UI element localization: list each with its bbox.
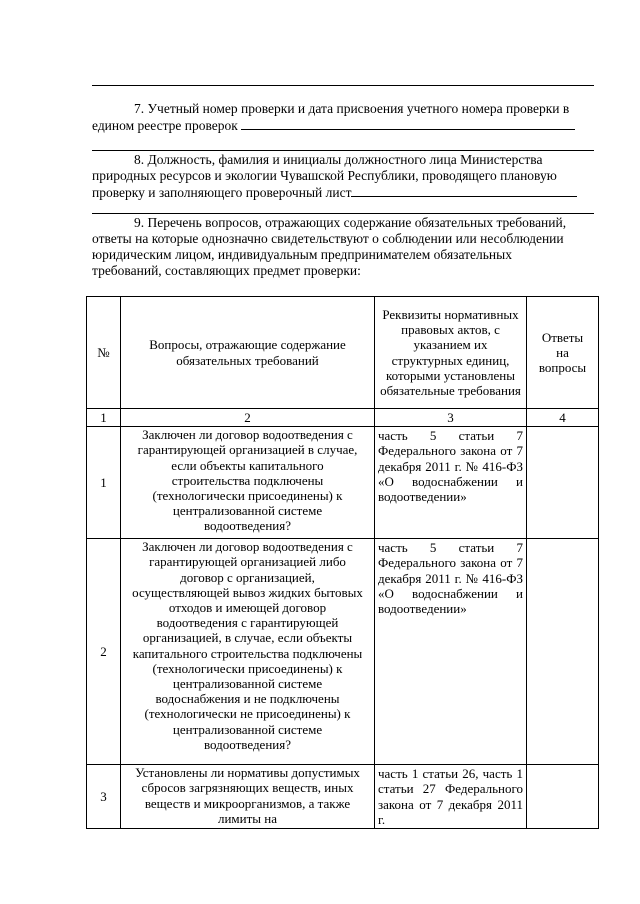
blank-line [92, 150, 594, 151]
column-numbers-row [87, 409, 599, 427]
column-number: 4 [527, 409, 599, 427]
column-number: 2 [121, 409, 375, 427]
fill-line [241, 117, 575, 130]
table-row [87, 765, 599, 829]
paragraph-8-line-1: 8. Должность, фамилия и инициалы должностного лица Министерства [134, 152, 543, 167]
requirements-table [86, 296, 599, 829]
paragraph-8 [92, 152, 594, 200]
table-row [87, 427, 599, 539]
paragraph-7 [92, 101, 594, 133]
fill-line [351, 184, 577, 197]
row-number: 3 [87, 765, 121, 829]
header-answers: Ответы на вопросы [527, 297, 599, 409]
header-questions: Вопросы, отражающие содержание обязательных требований [121, 297, 375, 409]
row-question: Заключен ли договор водоотведения с гарантирующей организацией в случае, если объекты капитального строительства подключены (технологически присоединены) к централизованной системе водоотведения? [121, 427, 375, 539]
column-number: 1 [87, 409, 121, 427]
table-row [87, 539, 599, 765]
paragraph-8-line-2: природных ресурсов и экологии Чувашской Республики, проводящего плановую [92, 168, 557, 183]
row-answer[interactable] [527, 765, 599, 829]
blank-line [92, 213, 594, 214]
row-question: Заключен ли договор водоотведения с гарантирующей организацией либо договор с организацией, осуществляющей вывоз жидких бытовых отходов и имеющей договор водоотведения с гарантирующей организацией, в случае, если объекты капитального строительства подключены (технологически присоединены) к централизованной системе водоснабжения и не подключены (технологически не присоединены) к централизованной системе водоотведения? [121, 539, 375, 765]
paragraph-7-line-1: 7. Учетный номер проверки и дата присвоения учетного номера проверки в [134, 101, 570, 116]
table-header-row [87, 297, 599, 409]
paragraph-9 [92, 215, 594, 279]
header-num: № [87, 297, 121, 409]
column-number: 3 [375, 409, 527, 427]
paragraph-9-line-4: требований, составляющих предмет проверки: [92, 263, 361, 278]
header-requisites: Реквизиты нормативных правовых актов, с указанием их структурных единиц, которыми установлены обязательные требования [375, 297, 527, 409]
row-requisite: часть 5 статьи 7 Федерального закона от 7 декабря 2011 г. № 416-ФЗ «О водоснабжении и водоотведении» [375, 427, 527, 539]
paragraph-9-line-2: ответы на которые однозначно свидетельствуют о соблюдении или несоблюдении [92, 231, 564, 246]
row-requisite: часть 1 статьи 26, часть 1 статьи 27 Федерального закона от 7 декабря 2011 г. [375, 765, 527, 829]
paragraph-9-line-3: юридическим лицом, индивидуальным предпринимателем обязательных [92, 247, 512, 262]
row-answer[interactable] [527, 427, 599, 539]
paragraph-8-line-3: проверку и заполняющего проверочный лист [92, 185, 352, 200]
row-number: 1 [87, 427, 121, 539]
paragraph-7-line-2: едином реестре проверок [92, 118, 238, 133]
row-number: 2 [87, 539, 121, 765]
row-answer[interactable] [527, 539, 599, 765]
paragraph-9-line-1: 9. Перечень вопросов, отражающих содержание обязательных требований, [134, 215, 567, 230]
blank-line [92, 85, 594, 86]
row-question: Установлены ли нормативы допустимых сбросов загрязняющих веществ, иных веществ и микроорганизмов, а также лимиты на [121, 765, 375, 829]
row-requisite: часть 5 статьи 7 Федерального закона от 7 декабря 2011 г. № 416-ФЗ «О водоснабжении и водоотведении» [375, 539, 527, 765]
